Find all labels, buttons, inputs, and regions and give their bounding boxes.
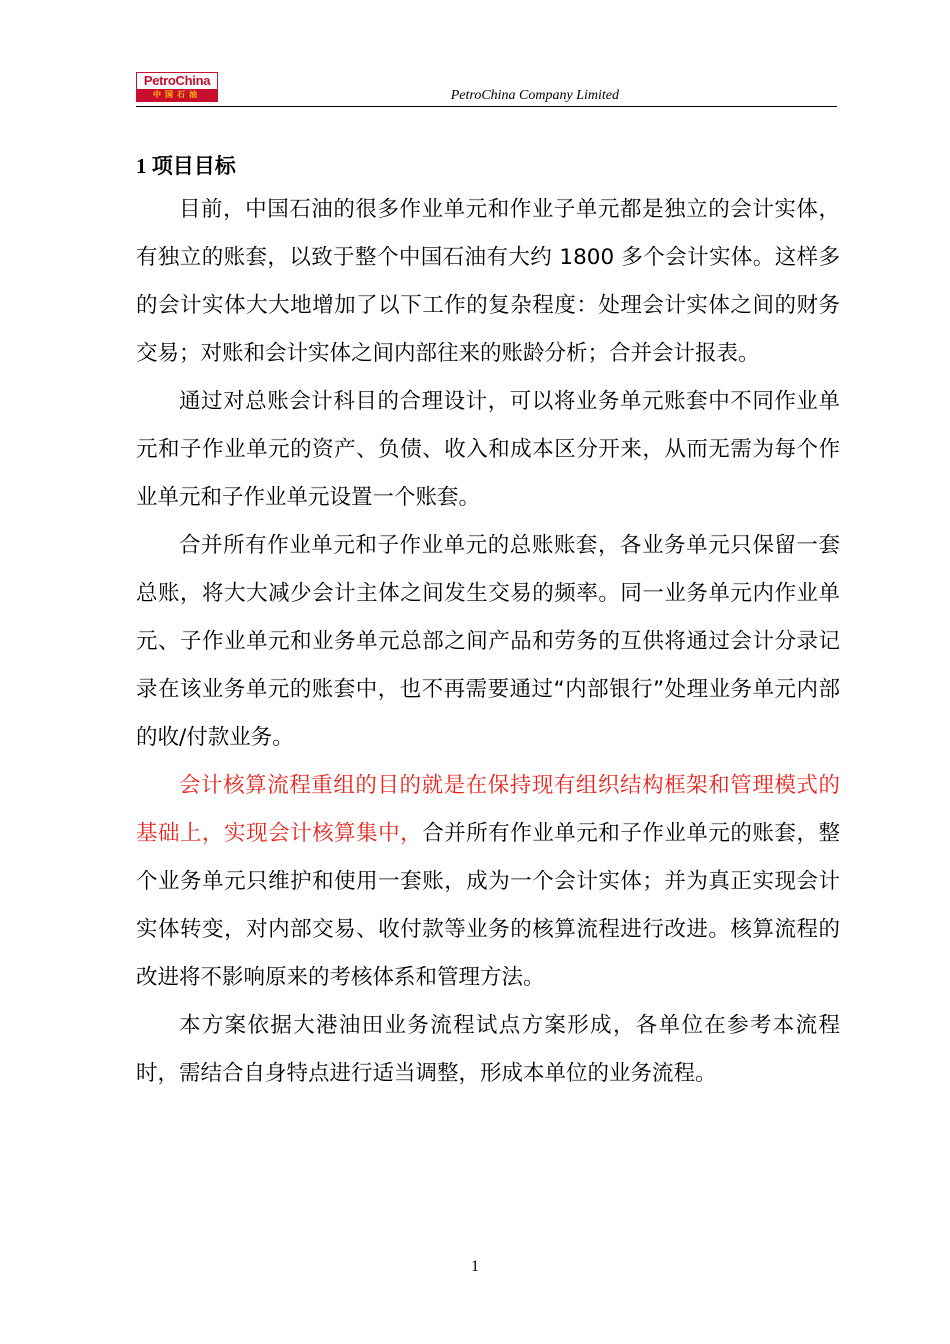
logo-wordmark: PetroChina: [137, 73, 217, 89]
paragraph-5: 本方案依据大港油田业务流程试点方案形成，各单位在参考本流程时，需结合自身特点进行适当调整，形成本单位的业务流程。: [136, 1013, 840, 1086]
document-body: [136, 186, 840, 1098]
section-heading: 1 项目目标: [136, 154, 236, 178]
highlighted-text: 会计核算流程重组的目的就是在保持现有组织结构框架和管理模式的基础上，实现会计核算集中，: [136, 773, 840, 846]
page-number: 1: [471, 1258, 479, 1275]
paragraph-2: 通过对总账会计科目的合理设计，可以将业务单元账套中不同作业单元和子作业单元的资产、负债、收入和成本区分开来，从而无需为每个作业单元和子作业单元设置一个账套。: [136, 389, 840, 510]
petrochina-logo: [136, 72, 218, 102]
logo-chinese: 中国石油: [137, 89, 217, 101]
paragraph-3: 合并所有作业单元和子作业单元的总账账套，各业务单元只保留一套总账，将大大减少会计主体之间发生交易的频率。同一业务单元内作业单元、子作业单元和业务单元总部之间产品和劳务的互供将通过会计分录记录在该业务单元的账套中，也不再需要通过“内部银行”处理业务单元内部的收/付款业务。: [136, 533, 840, 750]
header-company-name: PetroChina Company Limited: [450, 88, 619, 103]
paragraph-4-rest: 合并所有作业单元和子作业单元的账套，整个业务单元只维护和使用一套账，成为一个会计实体；并为真正实现会计实体转变，对内部交易、收付款等业务的核算流程进行改进。核算流程的改进将不影响原来的考核体系和管理方法。: [136, 821, 840, 990]
paragraph-4: [136, 762, 840, 1002]
header-divider: [136, 106, 837, 107]
paragraph-1: 目前，中国石油的很多作业单元和作业子单元都是独立的会计实体，有独立的账套，以致于整个中国石油有大约 1800 多个会计实体。这样多的会计实体大大地增加了以下工作的复杂程度：处理会计实体之间的财务交易；对账和会计实体之间内部往来的账龄分析；合并会计报表。: [136, 197, 840, 366]
